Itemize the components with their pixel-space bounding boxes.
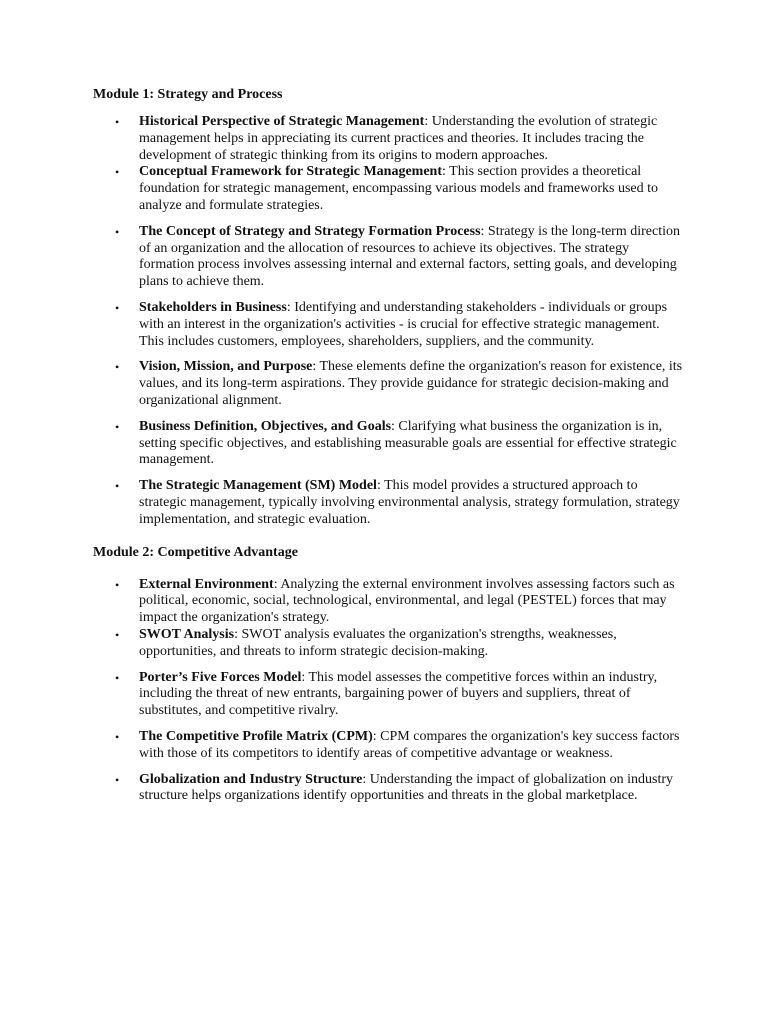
list-item	[93, 114, 683, 164]
list-item	[93, 164, 683, 214]
document-content	[93, 86, 683, 814]
bullet-icon: •	[115, 772, 120, 787]
module-1-topic-list	[93, 114, 683, 529]
bullet-icon: •	[115, 115, 120, 129]
list-item	[93, 478, 683, 528]
topic-description: : This section provides a theoretical foundation for strategic management, encompassing various models and frameworks used to analyze and formulate strategies.	[139, 164, 659, 213]
module-heading: Module 2: Competitive Advantage	[93, 544, 298, 560]
topic-term: Vision, Mission, and Purpose	[139, 359, 313, 375]
topic-description: : Analyzing the external environment involves assessing factors such as political, economic, social, technological, environmental, and legal (PESTEL) forces that may impact the organization's strategy.	[139, 576, 675, 626]
bullet-icon: •	[115, 627, 120, 642]
module-heading: Module 1: Strategy and Process	[93, 87, 283, 102]
module-2-topic-list	[93, 577, 683, 806]
bullet-icon: •	[115, 670, 120, 685]
list-item	[93, 577, 683, 627]
list-item	[93, 670, 683, 720]
topic-description: : Clarifying what business the organization is in, setting specific objectives, and establishing measurable goals are essential for effective strategic management.	[139, 418, 677, 468]
topic-description: : These elements define the organization's reason for existence, its values, and its long-term aspirations. They provide guidance for strategic decision-making and organizational alignment.	[139, 359, 683, 408]
list-item	[93, 772, 683, 806]
topic-description: : This model assesses the competitive forces within an industry, including the threat of new entrants, bargaining power of buyers and suppliers, threat of substitutes, and competitive rivalry.	[139, 669, 658, 719]
list-item	[93, 224, 683, 291]
topic-term: Historical Perspective of Strategic Management	[139, 114, 425, 129]
topic-term: The Strategic Management (SM) Model	[139, 478, 377, 494]
topic-description: : CPM compares the organization's key success factors with those of its competitors to identify areas of competitive advantage or weakness.	[139, 728, 680, 761]
topic-description: : Understanding the evolution of strategic management helps in appreciating its current practices and theories. It includes tracing the development of strategic thinking from its origins to modern approaches.	[139, 114, 658, 163]
topic-description: : SWOT analysis evaluates the organization's strengths, weaknesses, opportunities, and threats to inform strategic decision-making.	[139, 626, 617, 659]
topic-description: : Understanding the impact of globalization on industry structure helps organizations identify opportunities and threats in the global marketplace.	[139, 771, 674, 804]
topic-term: Business Definition, Objectives, and Goals	[139, 418, 392, 434]
bullet-icon: •	[115, 419, 120, 434]
topic-term: SWOT Analysis	[139, 626, 235, 642]
list-item	[93, 729, 683, 763]
topic-term: The Concept of Strategy and Strategy Formation Process	[139, 223, 481, 239]
topic-term: The Competitive Profile Matrix (CPM)	[139, 728, 373, 744]
topic-term: Stakeholders in Business	[139, 299, 287, 315]
topic-description: : Strategy is the long-term direction of an organization and the allocation of resources to achieve its objectives. The strategy formation process involves assessing internal and external factors, setting goals, and developing plans to achieve them.	[139, 223, 680, 290]
bullet-icon: •	[115, 224, 120, 239]
list-item	[93, 300, 683, 350]
list-item	[93, 359, 683, 409]
bullet-icon: •	[115, 479, 120, 494]
bullet-icon: •	[115, 300, 120, 315]
bullet-icon: •	[115, 577, 120, 592]
topic-term: External Environment	[139, 576, 274, 592]
bullet-icon: •	[115, 360, 120, 375]
topic-term: Conceptual Framework for Strategic Management	[139, 164, 443, 180]
topic-term: Globalization and Industry Structure	[139, 771, 363, 787]
bullet-icon: •	[115, 729, 120, 744]
bullet-icon: •	[115, 165, 120, 180]
topic-description: : This model provides a structured approach to strategic management, typically involving environmental analysis, strategy formulation, strategy implementation, and strategic evaluation.	[139, 478, 680, 527]
list-item	[93, 627, 683, 661]
topic-term: Porter’s Five Forces Model	[139, 669, 302, 685]
topic-description: : Identifying and understanding stakeholders - individuals or groups with an interest in the organization's activities - is crucial for effective strategic management. This includes customers, employees, shareholders, suppliers, and the community.	[139, 299, 668, 349]
list-item	[93, 419, 683, 469]
